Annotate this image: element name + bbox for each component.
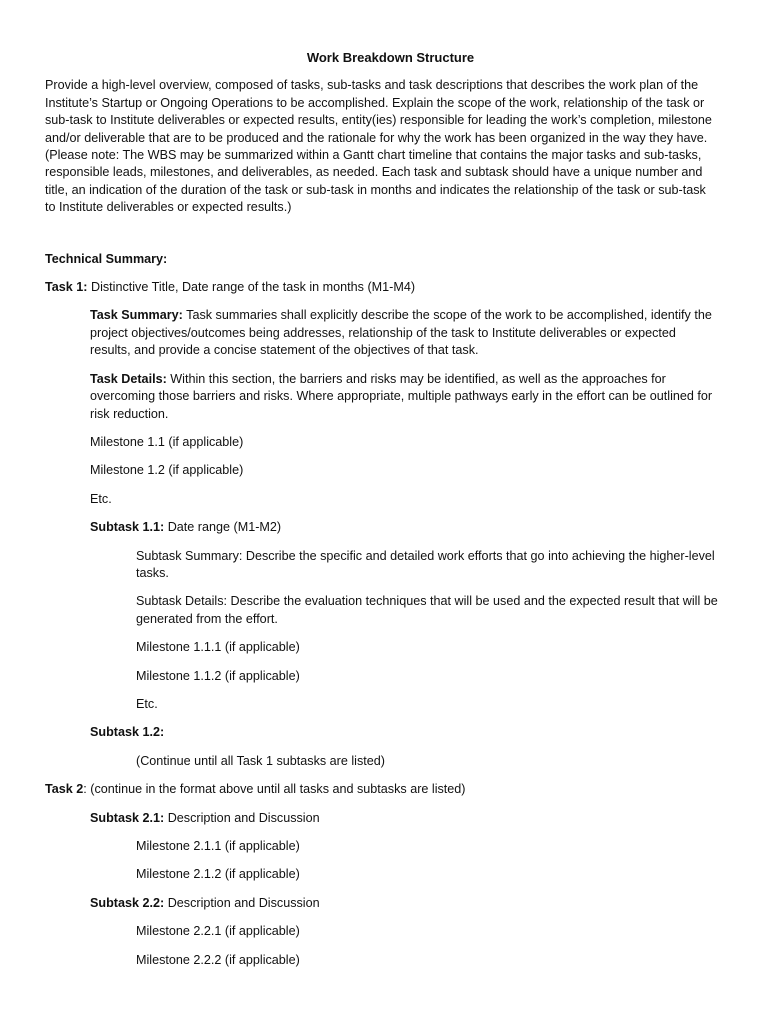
subtask-1-1-summary: Subtask Summary: Describe the specific and detailed work efforts that go into achieving the higher-level tasks. [136,548,715,580]
milestone-2-2-1: Milestone 2.2.1 (if applicable) [136,924,300,939]
subtask-1-2-continue: (Continue until all Task 1 subtasks are listed) [136,753,385,768]
task-2-label: Task 2 [45,782,84,797]
subtask-2-2-line [90,895,718,912]
subtask-1-1-label: Subtask 1.1: [90,520,165,535]
subtask-2-2-label: Subtask 2.2: [90,895,165,910]
subtask-2-1-text: Description and Discussion [164,810,320,825]
task-details-text: Within this section, the barriers and risks may be identified, as well as the approaches for overcoming those barriers and risks. Where appropriate, multiple pathways early in the effort can be outlined for risk reduction. [90,371,713,421]
subtask-1-1-details: Subtask Details: Describe the evaluation techniques that will be used and the expected result that will be generated from the effort. [136,594,718,626]
page-title: Work Breakdown Structure [306,50,475,65]
subtask-2-1-label: Subtask 2.1: [90,810,165,825]
task-2-text: : (continue in the format above until all tasks and subtasks are listed) [83,782,466,797]
task-1-details [90,371,718,423]
milestone-1-1-2: Milestone 1.1.2 (if applicable) [136,668,300,683]
subtask-2-2-text: Description and Discussion [164,895,320,910]
task-1-label: Task 1: [45,280,88,295]
milestone-1-1-1: Milestone 1.1.1 (if applicable) [136,640,300,655]
task-2-line [45,781,718,798]
subtask-1-2-label: Subtask 1.2: [90,725,165,740]
task-summary-text: Task summaries shall explicitly describe the scope of the work to be accomplished, identify the project objectives/outcomes being addresses, relationship of the task to Institute deliverables or expected results, and provide a concise statement of the objectives of that task. [90,308,712,358]
task-1-summary [90,307,718,359]
subtask-2-1-line [90,810,718,827]
task-1-text: Distinctive Title, Date range of the task in months (M1-M4) [87,280,416,295]
milestone-2-2-2: Milestone 2.2.2 (if applicable) [136,952,300,967]
subtask-1-2-line [90,724,718,741]
task-summary-label: Task Summary: [90,308,183,323]
intro-paragraph: Provide a high-level overview, composed of tasks, sub-tasks and task descriptions that describes the work plan of the Institute’s Startup or Ongoing Operations to be accomplished. Explain the scope of the work, relationship of the task or sub-task to Institute deliverables or expected results, entity(ies) responsible for leading the work’s completion, milestone and/or deliverable that are to be produced and the rationale for why the work has been organized in the way they have. (Please note: The WBS may be summarized within a Gantt chart timeline that contains the major tasks and sub-tasks, responsible leads, milestones, and deliverables, as needed. Each task and subtask should have a unique number and title, an indication of the duration of the task or sub-task in months and indicates the relationship of the task or sub-task to Institute deliverables or expected results.) [45,78,712,215]
milestone-2-1-2: Milestone 2.1.2 (if applicable) [136,867,300,882]
milestone-1-2: Milestone 1.2 (if applicable) [90,463,244,478]
subtask-1-1-etc: Etc. [136,696,158,711]
subtask-1-1-line [90,519,718,536]
milestone-1-1: Milestone 1.1 (if applicable) [90,434,244,449]
task-details-label: Task Details: [90,371,167,386]
subtask-1-1-text: Date range (M1-M2) [164,520,282,535]
task-1-line [45,279,718,296]
task-1-etc: Etc. [90,491,112,506]
technical-summary-heading: Technical Summary: [45,251,168,266]
milestone-2-1-1: Milestone 2.1.1 (if applicable) [136,839,300,853]
